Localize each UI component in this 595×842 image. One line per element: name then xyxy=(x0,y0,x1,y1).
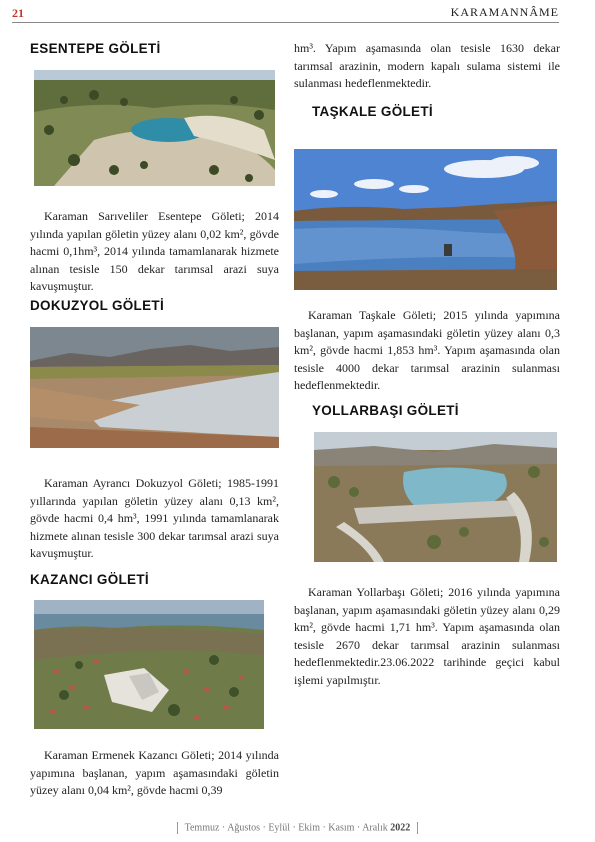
magazine-title: KARAMANNÂME xyxy=(450,5,559,19)
footer xyxy=(0,822,595,834)
esentepe-text xyxy=(30,208,279,296)
esentepe-paragraph: Karaman Sarıveliler Esentepe Göleti; 2014 yılında yapılan göletin yüzey alanı 0,02 km², gövde hacmi 0,1hm³, 2014 yılında tamamlanarak hizmete alınan tesisle 150 dekar tarımsal arazi suya kavuşmuştur. xyxy=(30,209,279,293)
kazanci-photo xyxy=(34,600,264,729)
yollarbasi-paragraph: Karaman Yollarbaşı Göleti; 2016 yılında yapımına başlanan, yapım aşamasındaki göletin yüzey alanı 0,29 km², gövde hacmi 1,71 hm³. Yapım aşamasında olan tesisle 2670 dekar tarımsal arazinin sulanması hedeflenmektedir.23.06.2022 tarihinde geçici kabul işlemi yapılmıştır. xyxy=(294,585,560,687)
kazanci-text xyxy=(30,747,279,800)
page-number: 21 xyxy=(12,6,24,20)
kazanci-paragraph-continued: hm³. Yapım aşamasında olan tesisle 1630 dekar tarımsal arazinin, modern kapalı sulama sistemi ile sulanması hedeflenmektedir. xyxy=(294,41,560,90)
taskale-text xyxy=(294,307,560,395)
footer-year: 2022 xyxy=(390,822,411,834)
taskale-heading: TAŞKALE GÖLETİ xyxy=(312,104,433,119)
dokuzyol-photo xyxy=(30,327,279,448)
dokuzyol-text xyxy=(30,475,279,563)
dokuzyol-paragraph: Karaman Ayrancı Dokuzyol Göleti; 1985-1991 yıllarında yapılan göletin yüzey alanı 0,13 km², gövde hacmi 0,4 hm³, 1991 yılında tamamlanarak hizmete alınan tesisle 300 dekar tarımsal arazi suya kavuşmuştur. xyxy=(30,476,279,560)
footer-divider-left xyxy=(177,822,178,834)
yollarbasi-text xyxy=(294,584,560,689)
kazanci-text-continued xyxy=(294,40,560,93)
dokuzyol-heading: DOKUZYOL GÖLETİ xyxy=(30,298,165,313)
header-rule xyxy=(12,22,559,23)
taskale-paragraph: Karaman Taşkale Göleti; 2015 yılında yapımına başlanan, yapım aşamasındaki göletin yüzey alanı 0,3 km², gövde hacmi 1,853 hm³. Yapım aşamasında olan tesisle 4000 dekar tarımsal arazinin sulanması hedeflenmektedir. xyxy=(294,308,560,392)
footer-months: Temmuz · Ağustos · Eylül · Ekim · Kasım · Aralık xyxy=(184,822,388,834)
footer-divider-right xyxy=(417,822,418,834)
yollarbasi-photo xyxy=(314,432,557,562)
taskale-photo xyxy=(294,149,557,290)
kazanci-heading: KAZANCI GÖLETİ xyxy=(30,572,149,587)
esentepe-photo xyxy=(34,70,275,186)
yollarbasi-heading: YOLLARBAŞI GÖLETİ xyxy=(312,403,459,418)
esentepe-heading: ESENTEPE GÖLETİ xyxy=(30,41,161,56)
kazanci-paragraph: Karaman Ermenek Kazancı Göleti; 2014 yılında yapımına başlanan, yapım aşamasındaki göletin yüzey alanı 0,04 km², gövde hacmi 0,39 xyxy=(30,748,279,797)
